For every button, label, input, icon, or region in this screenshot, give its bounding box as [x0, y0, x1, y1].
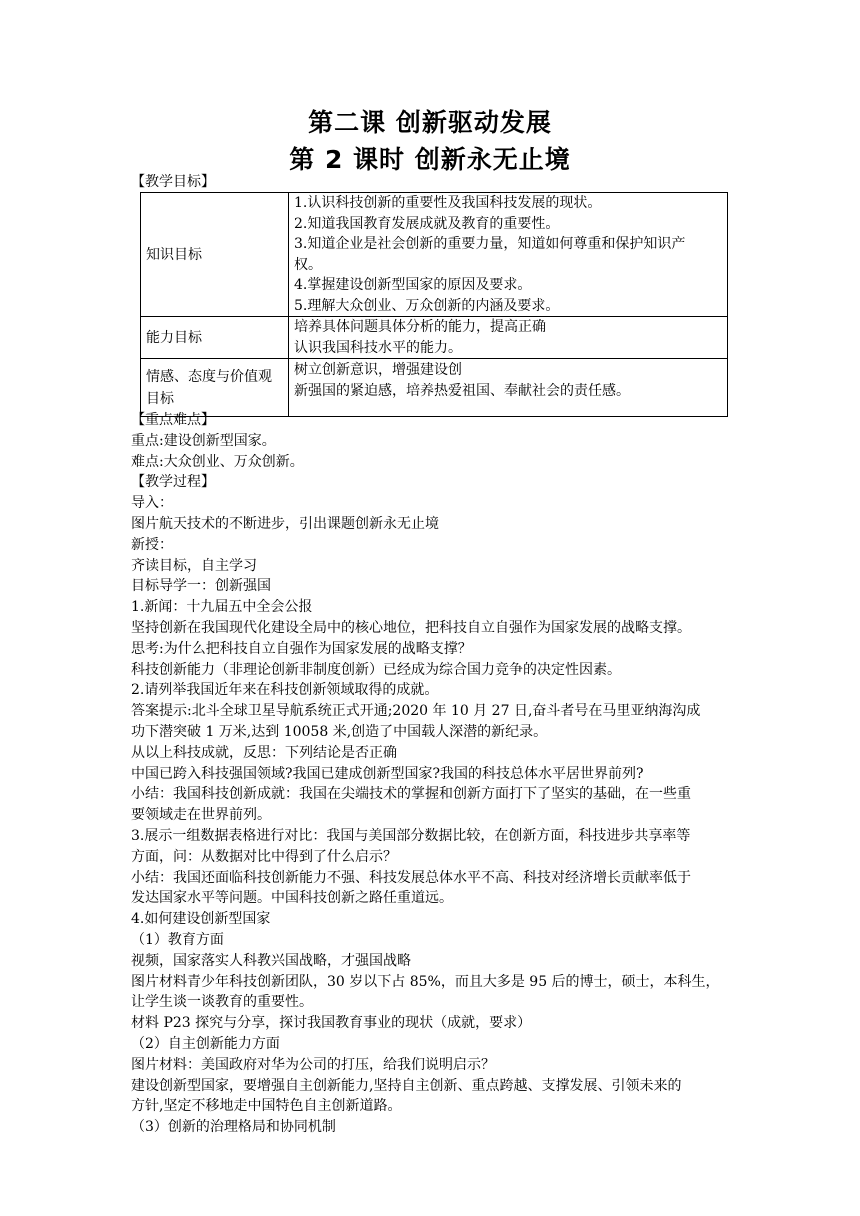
body-line: 从以上科技成就，反思：下列结论是否正确 — [131, 744, 397, 761]
body-line: 让学生谈一谈教育的重要性。 — [131, 994, 313, 1011]
body-line: 齐读目标，自主学习 — [131, 557, 257, 574]
content-line: 3.知道企业是社会创新的重要力量，知道如何尊重和保护知识产 — [294, 236, 686, 252]
content-line: 认识我国科技水平的能力。 — [294, 339, 462, 356]
content-line: 5.理解大众创业、万众创新的内涵及要求。 — [294, 297, 560, 314]
row-label: 能力目标 — [141, 317, 289, 359]
content-line: 树立创新意识，增强建设创 — [294, 362, 462, 378]
content-line: 新强国的紧迫感，培养热爱祖国、奉献社会的责任感。 — [294, 382, 630, 399]
body-line: （1）教育方面 — [131, 932, 224, 948]
table-row — [141, 359, 728, 417]
body-line: 小结：我国科技创新成就：我国在尖端技术的掌握和创新方面打下了坚实的基础，在一些重 — [131, 786, 691, 803]
body-line: 中国已跨入科技强国领域?我国已建成创新型国家?我国的科技总体水平居世界前列? — [131, 765, 644, 782]
body-line: 目标导学一：创新强国 — [131, 578, 271, 595]
content-line: 培养具体问题具体分析的能力，提高正确 — [294, 319, 546, 335]
body-line: 4.如何建设创新型国家 — [131, 911, 271, 928]
body-line: 图片材料：美国政府对华为公司的打压，给我们说明启示？ — [131, 1056, 495, 1073]
body-line: 2.请列举我国近年来在科技创新领域取得的成就。 — [131, 682, 439, 699]
body-line: （2）自主创新能力方面 — [131, 1036, 280, 1052]
body-line: （3）创新的治理格局和协同机制 — [131, 1119, 336, 1136]
body-line: 图片材料青少年科技创新团队，30 岁以下占 85%，而且大多是 95 后的博士，硕士，本科生， — [131, 973, 720, 990]
body-line: 要领域走在世界前列。 — [131, 807, 271, 824]
body-line: 材料 P23 探究与分享，探讨我国教育事业的现状（成就，要求） — [131, 1015, 532, 1032]
table-row — [141, 317, 728, 359]
body-line: 导入： — [131, 495, 173, 512]
body-line: 坚持创新在我国现代化建设全局中的核心地位，把科技自立自强作为国家发展的战略支撑。 — [131, 620, 691, 636]
body-line: 功下潜突破 1 万米,达到 10058 米,创造了中国载人深潜的新纪录。 — [131, 724, 548, 740]
label-line: 情感、态度与价值观 — [146, 368, 272, 385]
content-line: 2.知道我国教育发展成就及教育的重要性。 — [294, 215, 560, 232]
content-line: 权。 — [294, 256, 322, 273]
lesson-title: 第二课 创新驱动发展 — [308, 108, 552, 137]
row-content — [289, 359, 728, 417]
body-line: 【重点难点】 — [131, 412, 215, 428]
body-line: 方针,坚定不移地走中国特色自主创新道路。 — [131, 1098, 402, 1115]
body-line: 【教学过程】 — [131, 474, 215, 491]
row-content — [289, 317, 728, 359]
body-line: 思考:为什么把科技自立自强作为国家发展的战略支撑？ — [131, 640, 472, 657]
content-line: 1.认识科技创新的重要性及我国科技发展的现状。 — [294, 195, 602, 211]
row-label: 知识目标 — [141, 193, 289, 317]
content-line: 4.掌握建设创新型国家的原因及要求。 — [294, 277, 532, 293]
body-line: 重点:建设创新型国家。 — [131, 432, 276, 449]
body-line: 图片航天技术的不断进步，引出课题创新永无止境 — [131, 516, 439, 532]
objectives-table — [140, 192, 728, 417]
body-line: 1.新闻：十九届五中全会公报 — [131, 599, 313, 616]
body-line: 答案提示:北斗全球卫星导航系统正式开通;2020 年 10 月 27 日,奋斗者号在马里亚纳海沟成 — [131, 703, 701, 720]
body-line: 方面，问：从数据对比中得到了什么启示？ — [131, 848, 397, 865]
body-line: 难点:大众创业、万众创新。 — [131, 453, 304, 470]
label-line: 目标 — [146, 390, 174, 407]
lesson-subtitle: 第 2 课时 创新永无止境 — [289, 145, 571, 174]
body-line: 科技创新能力（非理论创新非制度创新）已经成为综合国力竞争的决定性因素。 — [131, 661, 621, 678]
body-line: 新授： — [131, 536, 173, 553]
table-row — [141, 193, 728, 317]
body-line: 视频，国家落实人科教兴国战略，才强国战略 — [131, 952, 411, 969]
body-line: 3.展示一组数据表格进行对比：我国与美国部分数据比较，在创新方面，科技进步共享率等 — [131, 828, 691, 844]
body-line: 小结：我国还面临科技创新能力不强、科技发展总体水平不高、科技对经济增长贡献率低于 — [131, 869, 691, 886]
body-line: 建设创新型国家，要增强自主创新能力,坚持自主创新、重点跨越、支撑发展、引领未来的 — [131, 1077, 682, 1094]
objectives-heading: 【教学目标】 — [131, 174, 215, 190]
row-label — [141, 359, 289, 417]
row-content — [289, 193, 728, 317]
body-line: 发达国家水平等问题。中国科技创新之路任重道远。 — [131, 890, 453, 907]
